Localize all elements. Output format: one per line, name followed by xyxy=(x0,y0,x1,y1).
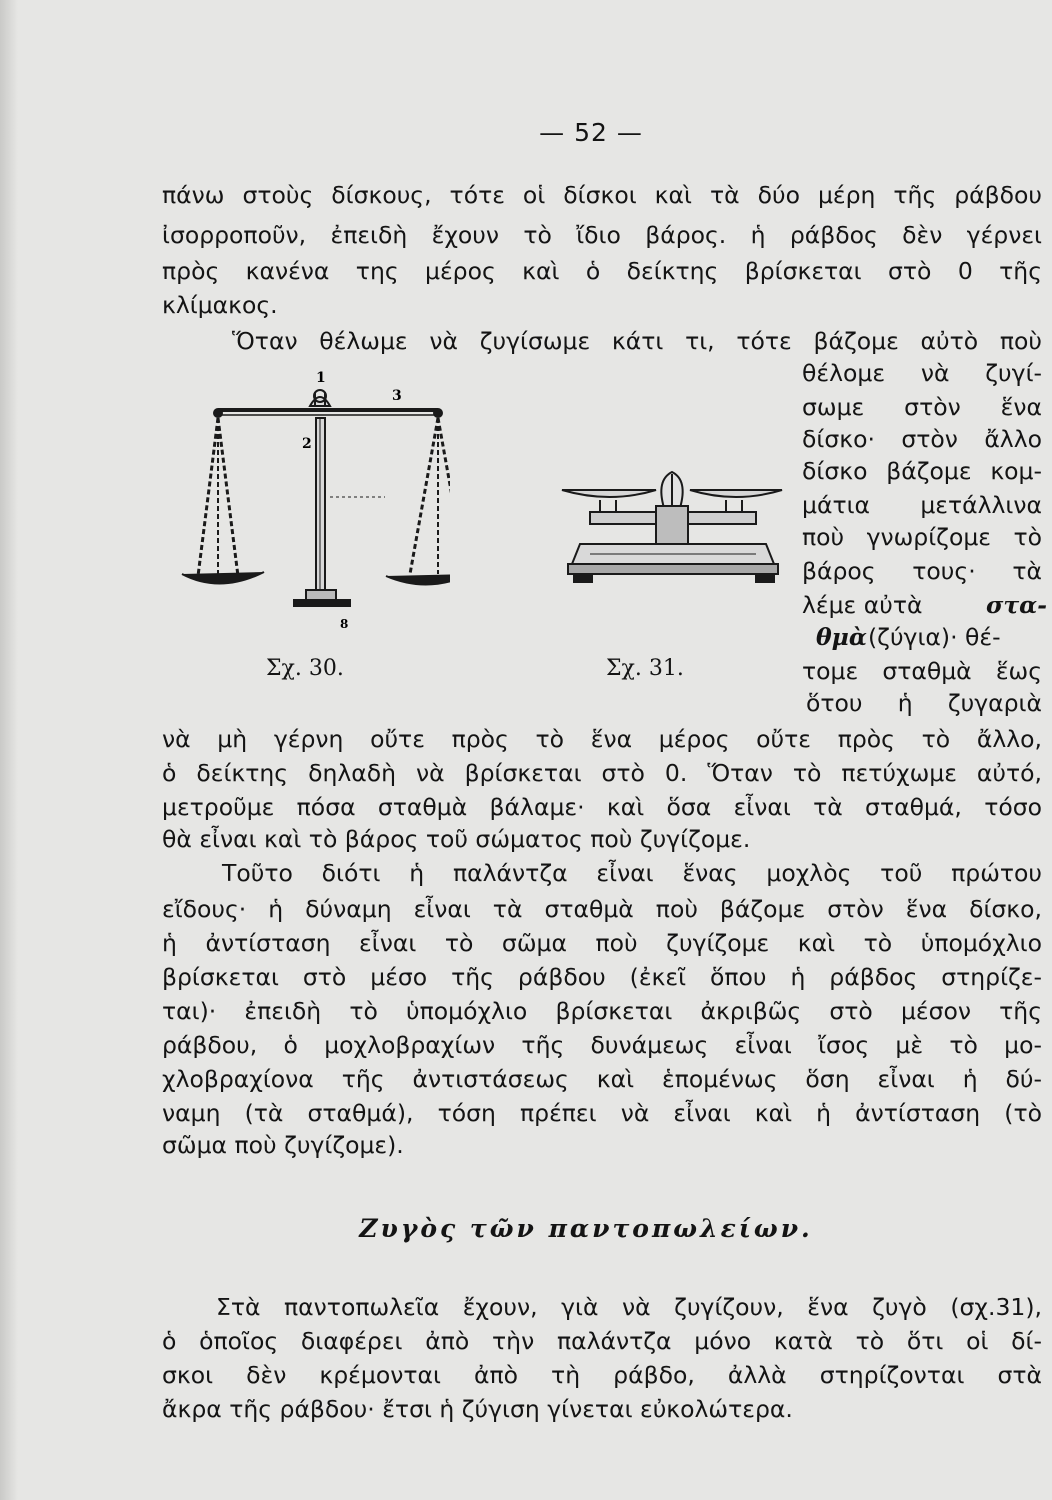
para2-line-5: θὰ εἶναι καὶ τὸ βάρος τοῦ σώματος ποὺ ζυγίζομε. xyxy=(162,825,751,853)
para3-line-3: ἡ ἀντίσταση εἶναι τὸ σῶμα ποὺ ζυγίζομε καὶ τὸ ὑπομόχλιο xyxy=(162,929,1042,957)
para2-line-3: ὁ δείκτης δηλαδὴ νὰ βρίσκεται στὸ 0. Ὅταν τὸ πετύχωμε αὐτό, xyxy=(162,759,1042,787)
para2-line-2: νὰ μὴ γέρνη οὔτε πρὸς τὸ ἕνα μέρος οὔτε πρὸς τὸ ἄλλο, xyxy=(162,725,1042,753)
para2-line-1: Ὅταν θέλωμε νὰ ζυγίσωμε κάτι τι, τότε βάζομε αὐτὸ ποὺ xyxy=(232,327,1042,355)
page-number: — 52 — xyxy=(539,118,643,147)
caption-fig31: Σχ. 31. xyxy=(606,656,684,681)
side-line-5: μάτια μετάλλινα xyxy=(802,491,1042,519)
side-line-11: ὅτου ἡ ζυγαριὰ xyxy=(806,689,1042,717)
fig30-label-8: 8 xyxy=(340,617,349,631)
side-line-7: βάρος τους· τὰ xyxy=(802,557,1042,585)
para1-line-3: πρὸς κανένα της μέρος καὶ ὁ δείκτης βρίσκεται στὸ 0 τῆς xyxy=(162,257,1042,285)
para4-line-4: ἄκρα τῆς ράβδου· ἔτσι ἡ ζύγιση γίνεται εὐκολώτερα. xyxy=(162,1395,793,1423)
side-line-6: ποὺ γνωρίζομε τὸ xyxy=(802,523,1042,551)
para3-line-6: ράβδου, ὁ μοχλοβραχίων τῆς δυνάμεως εἶναι ἴσος μὲ τὸ μο- xyxy=(162,1031,1042,1059)
para3-line-5: ται)· ἐπειδὴ τὸ ὑπομόχλιο βρίσκεται ἀκριβῶς στὸ μέσον τῆς xyxy=(162,997,1042,1025)
side-line-2: σωμε στὸν ἕνα xyxy=(802,393,1042,421)
para4-line-3: σκοι δὲν κρέμονται ἀπὸ τὴ ράβδο, ἀλλὰ στηρίζονται στὰ xyxy=(162,1361,1042,1389)
para2-line-4: μετροῦμε πόσα σταθμὰ βάλαμε· καὶ ὅσα εἶναι τὰ σταθμά, τόσο xyxy=(162,793,1042,821)
para4-line-2: ὁ ὁποῖος διαφέρει ἀπὸ τὴν παλάντζα μόνο κατὰ τὸ ὅτι οἱ δί- xyxy=(162,1327,1042,1355)
para1-line-2: ἰσορροποῦν, ἐπειδὴ ἔχουν τὸ ἴδιο βάρος. ἡ ράβδος δὲν γέρνει xyxy=(162,221,1042,249)
side-emphasis-1: στα- xyxy=(986,591,1047,619)
para3-line-9: σῶμα ποὺ ζυγίζομε). xyxy=(162,1131,404,1159)
para1-line-4: κλίμακος. xyxy=(162,291,278,319)
para3-line-7: χλοβραχίονα τῆς ἀντιστάσεως καὶ ἑπομένως ὅση εἶναι ἡ δύ- xyxy=(162,1065,1042,1093)
para3-line-2: εἴδους· ἡ δύναμη εἶναι τὰ σταθμὰ ποὺ βάζομε στὸν ἕνα δίσκο, xyxy=(162,895,1042,923)
page-edge xyxy=(0,0,18,1500)
side-line-4: δίσκο βάζομε κομ- xyxy=(802,457,1042,485)
para4-line-1: Στὰ παντοπωλεῖα ἔχουν, γιὰ νὰ ζυγίζουν, ἕνα ζυγὸ (σχ.31), xyxy=(216,1293,1042,1321)
side-line-9: (ζύγια)· θέ- xyxy=(868,623,1001,651)
side-line-3: δίσκο· στὸν ἄλλο xyxy=(802,425,1042,453)
para1-line-1: πάνω στοὺς δίσκους, τότε οἱ δίσκοι καὶ τὰ δύο μέρη τῆς ράβδου xyxy=(162,181,1042,209)
side-emphasis-2: θμὰ xyxy=(816,623,867,651)
para3-line-8: ναμη (τὰ σταθμά), τόση πρέπει νὰ εἶναι καὶ ἡ ἀντίσταση (τὸ xyxy=(162,1099,1042,1127)
section-heading: Ζυγὸς τῶν παντοπωλείων. xyxy=(359,1214,813,1243)
fig30-label-3: 3 xyxy=(392,388,402,404)
fig30-label-1: 1 xyxy=(316,370,326,386)
para3-line-4: βρίσκεται στὸ μέσο τῆς ράβδου (ἐκεῖ ὅπου ἡ ράβδος στηρίζε- xyxy=(162,963,1042,991)
side-line-10: τομε σταθμὰ ἕως xyxy=(802,657,1042,685)
para3-line-1: Τοῦτο διότι ἡ παλάντζα εἶναι ἕνας μοχλὸς τοῦ πρώτου xyxy=(222,859,1042,887)
caption-fig30: Σχ. 30. xyxy=(266,656,344,681)
fig30-label-2: 2 xyxy=(302,436,312,452)
side-line-1: θέλομε νὰ ζυγί- xyxy=(802,359,1042,387)
figure-31-shop-scale xyxy=(560,460,790,590)
figure-30-balance xyxy=(180,362,450,632)
side-line-8: λέμε αὐτὰ xyxy=(802,591,923,619)
